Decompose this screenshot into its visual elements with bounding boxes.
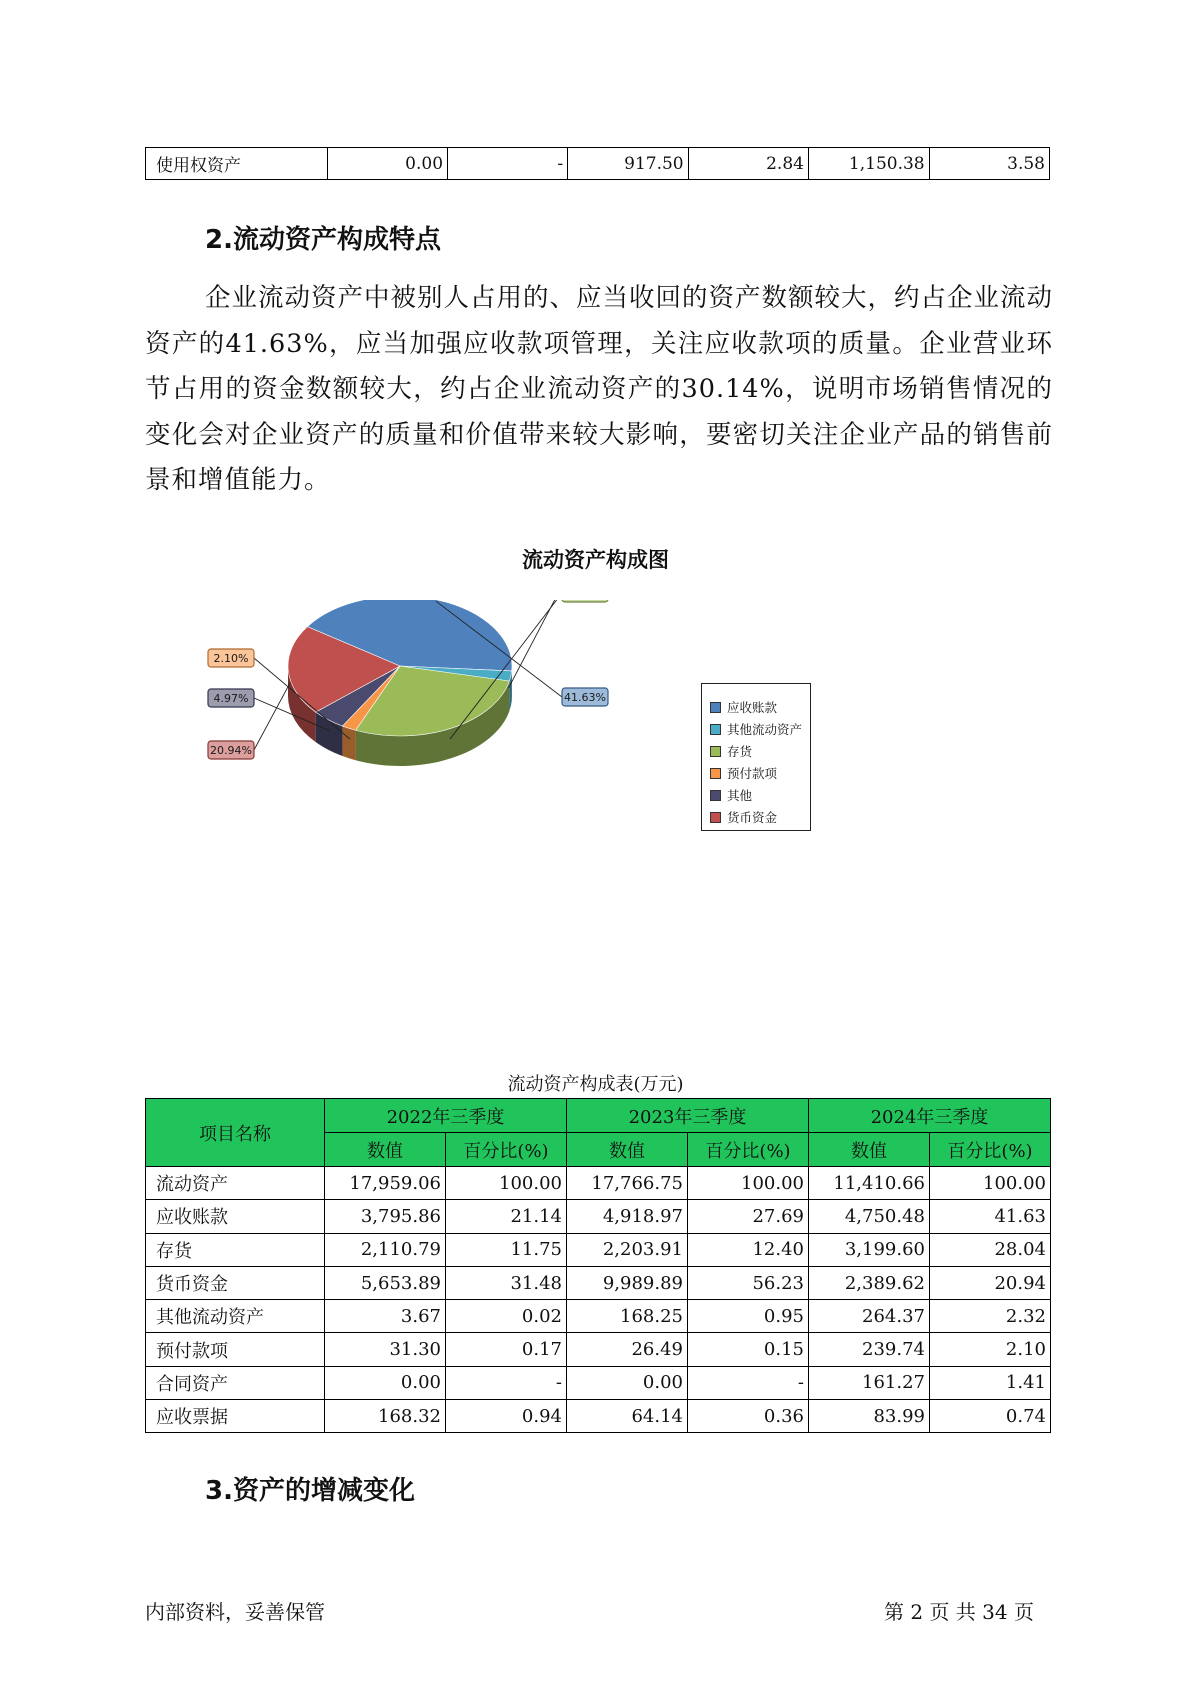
cell: 100.00 [446,1167,567,1200]
cell: 3,795.86 [325,1200,446,1233]
cell: 0.74 [930,1400,1051,1433]
cell: 2,203.91 [567,1233,688,1266]
cell: 2,389.62 [809,1266,930,1299]
legend-label: 应收账款 [727,700,778,715]
previous-table-last-row [145,147,1050,180]
header-value: 数值 [567,1133,688,1167]
table-row [146,1333,1051,1366]
cell: 56.23 [688,1266,809,1299]
table-row [146,1200,1051,1233]
legend-item [710,696,810,718]
data-label: 41.63% [564,691,606,704]
data-label: 4.97% [213,692,249,705]
data-label-box [562,600,608,602]
cell: 64.14 [567,1400,688,1433]
cell: 20.94 [930,1266,1051,1299]
legend-label: 存货 [727,744,753,759]
cell: 264.37 [809,1300,930,1333]
header-row [146,1099,1051,1133]
legend-item [710,740,810,762]
cell: 5,653.89 [325,1266,446,1299]
table-row [146,1233,1051,1266]
cell: 0.17 [446,1333,567,1366]
cell: 0.00 [327,148,447,180]
cell: 0.36 [688,1400,809,1433]
legend-item [710,762,810,784]
header-percent: 百分比(%) [446,1133,567,1167]
cell: 31.30 [325,1333,446,1366]
cell: 31.48 [446,1266,567,1299]
legend-swatch [710,746,721,757]
cell: - [448,148,568,180]
cell: 26.49 [567,1333,688,1366]
header-period: 2022年三季度 [325,1099,567,1133]
header-value: 数值 [809,1133,930,1167]
cell: 11,410.66 [809,1167,930,1200]
section-heading: 3.资产的增减变化 [205,1476,415,1506]
table-row [146,1167,1051,1200]
footer-note: 内部资料，妥善保管 [145,1600,325,1624]
row-label: 货币资金 [146,1266,325,1299]
cell: 0.00 [325,1366,446,1399]
leader-line [509,600,562,688]
cell: 161.27 [809,1366,930,1399]
cell: 3.58 [929,148,1049,180]
cell: 168.25 [567,1300,688,1333]
legend-item [710,806,810,828]
pie-slice-side [342,726,355,760]
data-label: 2.10% [213,652,249,665]
cell: 0.02 [446,1300,567,1333]
chart-legend [701,683,811,831]
cell: 0.00 [567,1366,688,1399]
header-period: 2024年三季度 [809,1099,1051,1133]
cell: 28.04 [930,1233,1051,1266]
cell: 4,750.48 [809,1200,930,1233]
legend-swatch [710,790,721,801]
row-label: 合同资产 [146,1366,325,1399]
cell: 0.15 [688,1333,809,1366]
table-caption: 流动资产构成表(万元) [507,1074,684,1095]
cell: 83.99 [809,1400,930,1433]
cell: 100.00 [688,1167,809,1200]
cell: 100.00 [930,1167,1051,1200]
cell: 3.67 [325,1300,446,1333]
cell: 2.32 [930,1300,1051,1333]
cell: 12.40 [688,1233,809,1266]
header-percent: 百分比(%) [930,1133,1051,1167]
legend-item [710,718,810,740]
cell: 1.41 [930,1366,1051,1399]
header-item-name: 项目名称 [146,1099,325,1167]
cell: 1,150.38 [808,148,929,180]
table-row [146,1300,1051,1333]
table-row [146,1266,1051,1299]
cell: 17,959.06 [325,1167,446,1200]
header-percent: 百分比(%) [688,1133,809,1167]
legend-swatch [710,702,721,713]
data-label: 20.94% [210,744,252,757]
legend-swatch [710,812,721,823]
row-label: 流动资产 [146,1167,325,1200]
table-row [146,1400,1051,1433]
header-period: 2023年三季度 [567,1099,809,1133]
cell: - [446,1366,567,1399]
legend-label: 其他流动资产 [727,722,803,737]
legend-label: 货币资金 [727,810,778,825]
cell: 17,766.75 [567,1167,688,1200]
cell: 2.84 [688,148,808,180]
cell: 0.95 [688,1300,809,1333]
cell: 239.74 [809,1333,930,1366]
section-heading: 2.流动资产构成特点 [205,225,441,255]
row-label: 使用权资产 [146,148,328,180]
chart-title: 流动资产构成图 [522,548,669,572]
row-label: 应收账款 [146,1200,325,1233]
cell: 0.94 [446,1400,567,1433]
legend-label: 预付款项 [727,766,778,781]
row-label: 其他流动资产 [146,1300,325,1333]
header-value: 数值 [325,1133,446,1167]
row-label: 应收票据 [146,1400,325,1433]
cell: 2.10 [930,1333,1051,1366]
cell: 9,989.89 [567,1266,688,1299]
cell: 41.63 [930,1200,1051,1233]
table-row [146,1366,1051,1399]
row-label: 存货 [146,1233,325,1266]
current-assets-table [145,1098,1051,1433]
page-number: 第 2 页 共 34 页 [884,1600,1034,1624]
cell: 3,199.60 [809,1233,930,1266]
cell: 168.32 [325,1400,446,1433]
body-paragraph: 企业流动资产中被别人占用的、应当收回的资产数额较大，约占企业流动资产的41.63%，应当加强应收款项管理，关注应收款项的质量。企业营业环节占用的资金数额较大，约占企业流动资产的30.14%，说明市场销售情况的变化会对企业资产的质量和价值带来较大影响，要密切关注企业产品的销售前景和增值能力。 [145,283,1054,495]
legend-swatch [710,768,721,779]
table-row [146,148,1050,180]
cell: - [688,1366,809,1399]
legend-item [710,784,810,806]
cell: 11.75 [446,1233,567,1266]
legend-label: 其他 [727,788,753,803]
leader-line [254,682,290,750]
cell: 4,918.97 [567,1200,688,1233]
row-label: 预付款项 [146,1333,325,1366]
cell: 917.50 [568,148,689,180]
cell: 21.14 [446,1200,567,1233]
legend-swatch [710,724,721,735]
cell: 2,110.79 [325,1233,446,1266]
cell: 27.69 [688,1200,809,1233]
